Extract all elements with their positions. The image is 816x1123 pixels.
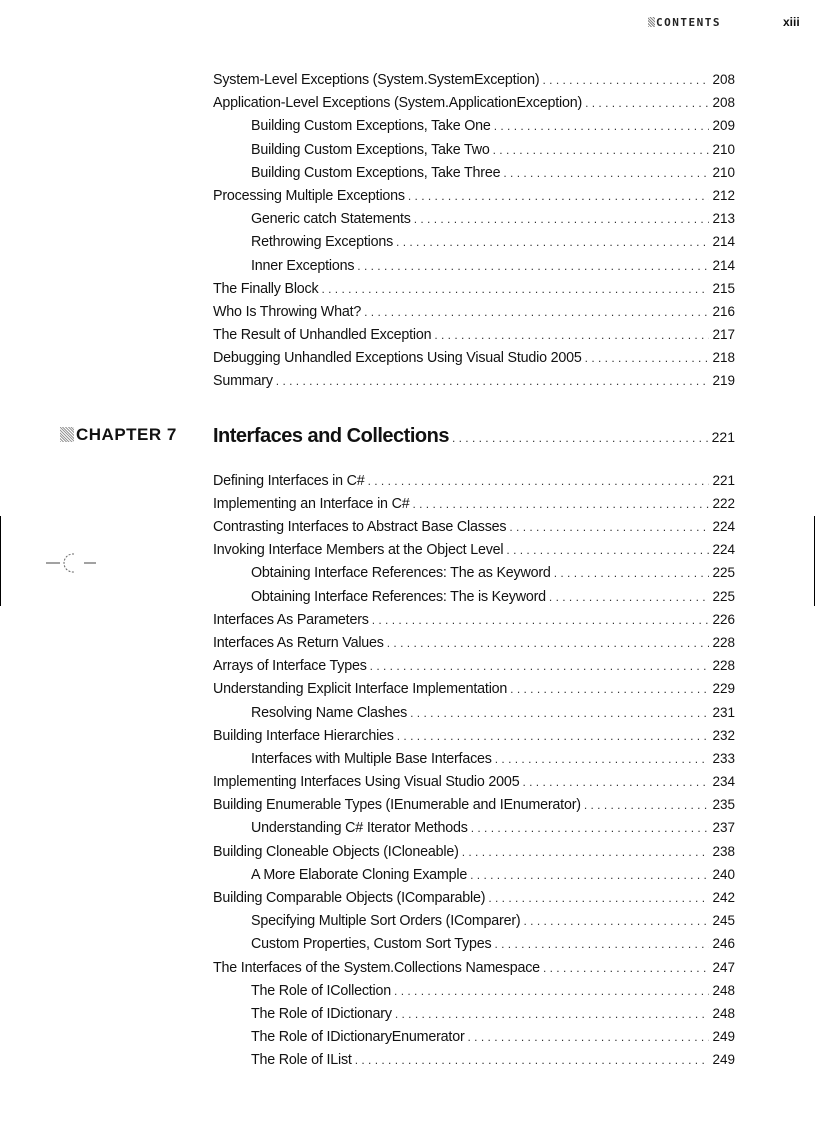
dot-leader xyxy=(368,474,710,488)
toc-entry[interactable] xyxy=(213,589,735,612)
dot-leader xyxy=(395,1007,710,1021)
dot-leader xyxy=(488,891,709,905)
toc-entry-page-number: 245 xyxy=(712,913,735,929)
toc-entry-page-number: 235 xyxy=(712,797,735,813)
toc-entry[interactable] xyxy=(213,565,735,588)
toc-entry-page-number: 215 xyxy=(712,280,735,296)
toc-entry-page-number: 246 xyxy=(712,936,735,952)
toc-section-after xyxy=(213,473,735,1076)
running-head-section-label: CONTENTS xyxy=(656,16,721,29)
dot-leader xyxy=(494,937,709,951)
toc-entry-page-number: 247 xyxy=(712,959,735,975)
toc-entry-page-number: 217 xyxy=(712,327,735,343)
toc-entry[interactable] xyxy=(213,72,735,95)
toc-entry-page-number: 225 xyxy=(712,588,735,604)
dot-leader xyxy=(510,682,709,696)
toc-entry-page-number: 212 xyxy=(712,187,735,203)
section-marker-icon xyxy=(648,17,655,27)
dot-leader xyxy=(494,119,710,133)
toc-entry-title: Building Custom Exceptions, Take One xyxy=(251,118,491,135)
toc-entry[interactable] xyxy=(213,1052,735,1075)
toc-entry-page-number: 221 xyxy=(712,472,735,488)
chapter-label-text: CHAPTER 7 xyxy=(76,425,177,444)
dot-leader xyxy=(506,543,709,557)
toc-entry-title: The Role of IDictionaryEnumerator xyxy=(251,1029,465,1046)
toc-entry[interactable] xyxy=(213,542,735,565)
toc-entry-title: The Interfaces of the System.Collections Namespace xyxy=(213,959,540,976)
toc-entry[interactable] xyxy=(213,867,735,890)
margin-rule-right xyxy=(814,516,815,606)
dot-leader xyxy=(364,305,709,319)
dot-leader xyxy=(543,73,710,87)
dot-leader xyxy=(394,984,709,998)
toc-entry[interactable] xyxy=(213,1006,735,1029)
toc-entry-title: Specifying Multiple Sort Orders (IComparer) xyxy=(251,913,521,930)
toc-entry-page-number: 222 xyxy=(712,495,735,511)
toc-entry[interactable] xyxy=(213,612,735,635)
dot-leader xyxy=(584,798,710,812)
toc-entry-title: Interfaces with Multiple Base Interfaces xyxy=(251,750,492,767)
toc-entry-page-number: 225 xyxy=(712,565,735,581)
dot-leader xyxy=(585,96,709,110)
toc-entry-title: Building Cloneable Objects (ICloneable) xyxy=(213,843,459,860)
dot-leader xyxy=(543,961,710,975)
toc-entry[interactable] xyxy=(213,496,735,519)
toc-entry-title: Building Enumerable Types (IEnumerable and IEnumerator) xyxy=(213,797,581,814)
toc-entry[interactable] xyxy=(213,188,735,211)
toc-entry-title: Obtaining Interface References: The as Keyword xyxy=(251,565,551,582)
toc-entry-page-number: 213 xyxy=(712,211,735,227)
toc-entry-title: Arrays of Interface Types xyxy=(213,658,367,675)
toc-entry-page-number: 233 xyxy=(712,750,735,766)
toc-entry[interactable] xyxy=(213,705,735,728)
toc-entry-title: Interfaces As Return Values xyxy=(213,634,384,651)
dot-leader xyxy=(471,821,710,835)
toc-entry-title: Obtaining Interface References: The is Keyword xyxy=(251,588,546,605)
toc-entry-title: Generic catch Statements xyxy=(251,211,411,228)
toc-entry[interactable] xyxy=(213,681,735,704)
dot-leader xyxy=(509,520,709,534)
toc-entry-title: Who Is Throwing What? xyxy=(213,303,362,320)
toc-entry-page-number: 242 xyxy=(712,890,735,905)
toc-entry-title: Understanding C# Iterator Methods xyxy=(251,820,468,837)
dot-leader xyxy=(549,590,710,604)
toc-entry-title: Inner Exceptions xyxy=(251,257,355,274)
toc-entry-title: Resolving Name Clashes xyxy=(251,704,408,721)
dot-leader xyxy=(554,566,710,580)
toc-entry[interactable] xyxy=(213,983,735,1006)
chapter-title: Interfaces and Collections xyxy=(213,424,449,447)
toc-entry-page-number: 226 xyxy=(712,611,735,627)
toc-entry-title: The Role of IDictionary xyxy=(251,1005,392,1022)
dot-leader xyxy=(468,1030,710,1044)
toc-entry[interactable] xyxy=(213,751,735,774)
toc-entry[interactable] xyxy=(213,234,735,257)
toc-entry-page-number: 214 xyxy=(712,234,735,250)
dot-leader xyxy=(503,166,709,180)
dot-leader xyxy=(370,659,710,673)
toc-entry-title: Building Comparable Objects (IComparable) xyxy=(213,890,486,906)
toc-entry-title: Contrasting Interfaces to Abstract Base Classes xyxy=(213,519,507,535)
toc-entry-page-number: 237 xyxy=(712,820,735,836)
running-head-page-number: xiii xyxy=(783,15,800,29)
toc-entry[interactable] xyxy=(213,635,735,658)
dot-leader xyxy=(522,775,709,789)
toc-entry-page-number: 218 xyxy=(712,350,735,366)
toc-entry-page-number: 208 xyxy=(712,95,735,111)
dot-leader xyxy=(387,636,710,650)
dot-leader xyxy=(452,431,709,445)
dot-leader xyxy=(412,497,709,511)
toc-entry-title: The Role of IList xyxy=(251,1052,352,1069)
toc-entry[interactable] xyxy=(213,95,735,118)
toc-entry-page-number: 214 xyxy=(712,257,735,273)
toc-entry-title: Understanding Explicit Interface Implementation xyxy=(213,681,508,698)
toc-entry[interactable] xyxy=(213,165,735,188)
toc-entry-title: The Result of Unhandled Exception xyxy=(213,327,432,344)
toc-entry-title: Implementing an Interface in C# xyxy=(213,495,410,512)
toc-entry-page-number: 249 xyxy=(712,1052,735,1068)
toc-entry-page-number: 240 xyxy=(712,866,735,882)
toc-entry[interactable] xyxy=(213,327,735,350)
toc-entry-title: Debugging Unhandled Exceptions Using Visual Studio 2005 xyxy=(213,350,582,367)
dot-leader xyxy=(372,613,710,627)
chapter-heading-row[interactable] xyxy=(213,425,735,459)
toc-entry-title: The Finally Block xyxy=(213,280,319,297)
toc-entry[interactable] xyxy=(213,960,735,983)
toc-entry[interactable] xyxy=(213,350,735,373)
toc-entry[interactable] xyxy=(213,373,735,396)
toc-entry-page-number: 231 xyxy=(712,704,735,720)
section-gap xyxy=(213,397,735,421)
dot-leader xyxy=(355,1053,710,1067)
dot-leader xyxy=(357,259,709,273)
toc-entry-page-number: 209 xyxy=(712,118,735,134)
toc-entry[interactable] xyxy=(213,304,735,327)
toc-entry-title: System-Level Exceptions (System.SystemException) xyxy=(213,72,540,88)
toc-entry[interactable] xyxy=(213,473,735,496)
toc-entry-page-number: 216 xyxy=(712,303,735,319)
toc-entry[interactable] xyxy=(213,844,735,867)
chapter-label xyxy=(60,425,177,445)
toc-entry[interactable] xyxy=(213,728,735,751)
dot-leader xyxy=(470,868,709,882)
toc-entry-page-number: 238 xyxy=(712,843,735,859)
dot-leader xyxy=(396,235,709,249)
dot-leader xyxy=(414,212,710,226)
toc-entry[interactable] xyxy=(213,658,735,681)
toc-entry-title: Building Custom Exceptions, Take Two xyxy=(251,141,490,158)
dot-leader xyxy=(410,706,709,720)
dot-leader xyxy=(276,374,710,388)
dot-leader xyxy=(523,914,709,928)
toc-entry-page-number: 232 xyxy=(712,727,735,743)
toc-entry-title: Summary xyxy=(213,373,273,390)
toc-entry[interactable] xyxy=(213,258,735,281)
toc-entry[interactable] xyxy=(213,936,735,959)
toc-entry-title: Processing Multiple Exceptions xyxy=(213,187,405,204)
toc-entry-page-number: 248 xyxy=(712,1005,735,1021)
toc-section-before xyxy=(213,72,735,397)
toc-entry[interactable] xyxy=(213,211,735,234)
dot-leader xyxy=(462,845,710,859)
toc-entry-page-number: 249 xyxy=(712,1029,735,1045)
toc-entry-title: Building Custom Exceptions, Take Three xyxy=(251,164,501,181)
toc-entry-page-number: 210 xyxy=(712,141,735,157)
toc-entry[interactable] xyxy=(213,142,735,165)
toc-entry[interactable] xyxy=(213,820,735,843)
toc-entry[interactable] xyxy=(213,118,735,141)
dot-leader xyxy=(321,282,709,296)
running-head-section xyxy=(648,16,721,29)
section-gap xyxy=(213,459,735,473)
dot-leader xyxy=(585,351,710,365)
toc-entry[interactable] xyxy=(213,281,735,304)
toc-entry[interactable] xyxy=(213,1029,735,1052)
toc-entry-title: Defining Interfaces in C# xyxy=(213,472,365,489)
toc-entry-title: Rethrowing Exceptions xyxy=(251,234,394,251)
toc-entry-page-number: 248 xyxy=(712,982,735,998)
toc-entry-title: The Role of ICollection xyxy=(251,982,392,999)
running-head xyxy=(0,14,816,34)
toc-entry-page-number: 210 xyxy=(712,164,735,180)
dot-leader xyxy=(397,729,710,743)
toc-entry-title: Implementing Interfaces Using Visual Studio 2005 xyxy=(213,774,520,791)
dot-leader xyxy=(408,189,710,203)
dot-leader xyxy=(493,143,710,157)
margin-rule-left xyxy=(0,516,1,606)
toc-entry-title: Custom Properties, Custom Sort Types xyxy=(251,936,492,953)
chapter-marker-icon xyxy=(60,427,74,442)
toc-entry[interactable] xyxy=(213,913,735,936)
toc-entry-page-number: 228 xyxy=(712,634,735,650)
toc-entry[interactable] xyxy=(213,797,735,820)
toc-entry-page-number: 224 xyxy=(712,519,735,534)
toc-entry-page-number: 228 xyxy=(712,658,735,674)
toc-entry-page-number: 229 xyxy=(712,681,735,697)
dot-leader xyxy=(434,328,709,342)
toc-entry-title: Interfaces As Parameters xyxy=(213,611,369,628)
toc-entry[interactable] xyxy=(213,519,735,542)
registration-mark-icon xyxy=(44,548,100,578)
toc-entry-title: Application-Level Exceptions (System.ApplicationException) xyxy=(213,95,583,112)
dot-leader xyxy=(495,752,710,766)
toc-entry[interactable] xyxy=(213,890,735,913)
toc-entry-page-number: 208 xyxy=(712,72,735,87)
table-of-contents xyxy=(213,72,735,1076)
chapter-page-number: 221 xyxy=(711,428,735,445)
toc-entry-page-number: 219 xyxy=(712,373,735,389)
toc-entry[interactable] xyxy=(213,774,735,797)
toc-entry-title: Building Interface Hierarchies xyxy=(213,727,394,744)
toc-entry-page-number: 234 xyxy=(712,774,735,790)
toc-entry-title: Invoking Interface Members at the Object Level xyxy=(213,542,504,559)
toc-entry-page-number: 224 xyxy=(712,542,735,558)
toc-entry-title: A More Elaborate Cloning Example xyxy=(251,866,468,883)
